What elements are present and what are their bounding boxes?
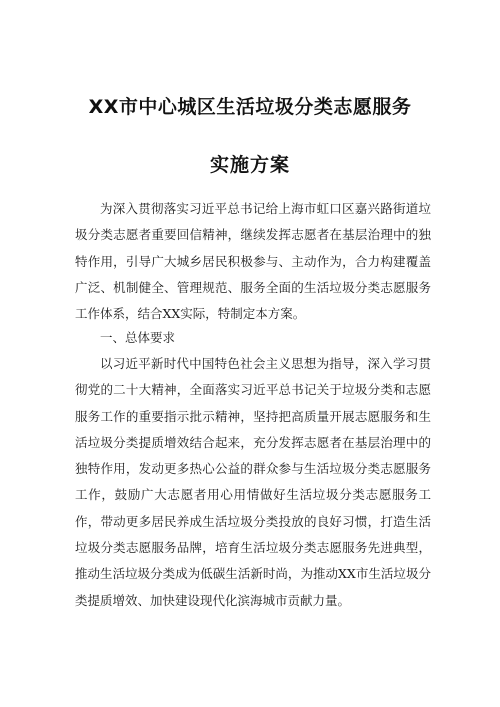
section-heading-general-requirements: 一、总体要求 <box>100 330 176 345</box>
document-title-line-1: XX市中心城区生活垃圾分类志愿服务 <box>88 96 412 118</box>
document-title-line-2: 实施方案 <box>209 154 290 176</box>
intro-paragraph: 为深入贯彻落实习近平总书记给上海市虹口区嘉兴路街道垃圾分类志愿者重要回信精神，继续发挥志愿者在基层治理中的独特作用，引导广大城乡居民积极参与、主动作为，合力构建覆盖广泛、机制健全、管理规范、服务全面的生活垃圾分类志愿服务工作体系，结合XX实际，特制定本方案。 <box>75 201 431 322</box>
section-paragraph-general-requirements: 以习近平新时代中国特色社会主义思想为指导，深入学习贯彻党的二十大精神，全面落实习近平总书记关于垃圾分类和志愿服务工作的重要指示批示精神，坚持把高质量开展志愿服务和生活垃圾分类提质增效结合起来，充分发挥志愿者在基层治理中的独特作用，发动更多热心公益的群众参与生活垃圾分类志愿服务工作，鼓励广大志愿者用心用情做好生活垃圾分类志愿服务工作，带动更多居民养成生活垃圾分类投放的良好习惯，打造生活垃圾分类志愿服务品牌，培育生活垃圾分类志愿服务先进典型，推动生活垃圾分类成为低碳生活新时尚，为推动XX市生活垃圾分类提质增效、加快建设现代化滨海城市贡献力量。 <box>75 356 431 608</box>
